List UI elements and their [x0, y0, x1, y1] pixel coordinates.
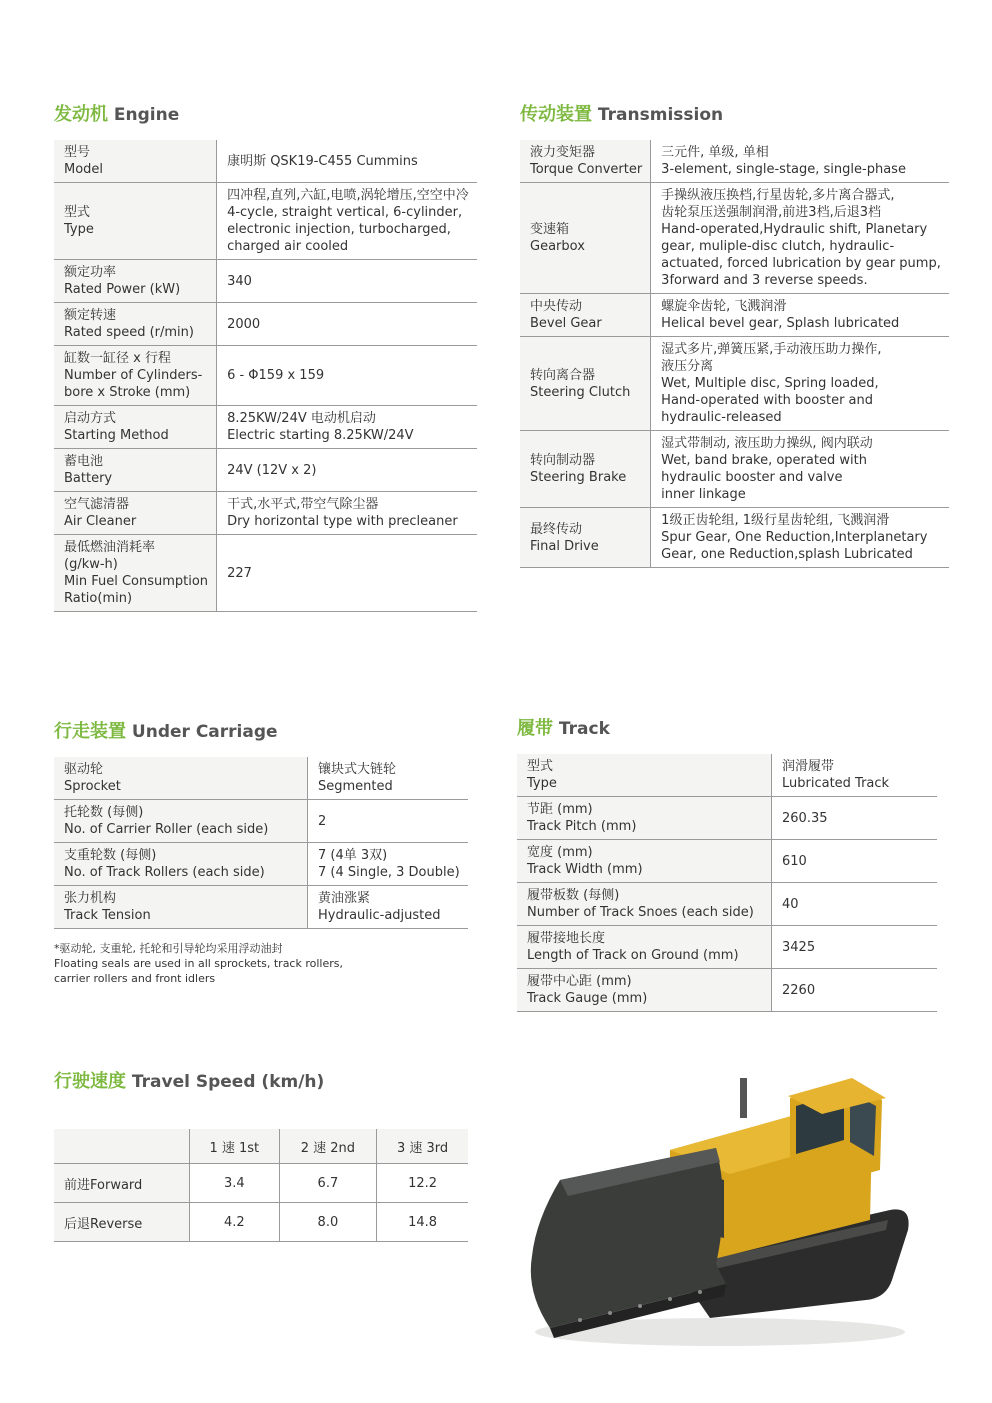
spec-value-line: 6 - Φ159 x 159 [227, 368, 325, 383]
spec-value-line: Segmented [318, 779, 393, 794]
speed-value: 14.8 [377, 1203, 468, 1242]
speed-header-row [54, 1129, 468, 1164]
spec-value-line: 润滑履带 [782, 759, 835, 774]
spec-value [651, 294, 949, 337]
spec-row [520, 140, 949, 183]
spec-key [520, 294, 651, 337]
spec-value-line: 1级正齿轮组, 1级行星齿轮组, 飞溅润滑 [661, 513, 890, 528]
spec-row [54, 535, 477, 612]
spec-key [54, 492, 217, 535]
spec-value [308, 757, 469, 800]
bulldozer-image [520, 1070, 920, 1350]
spec-key-line: 启动方式 [64, 411, 117, 426]
spec-value-line: 手操纵液压换档,行星齿轮,多片离合器式, [661, 188, 895, 203]
spec-key [517, 754, 772, 797]
spec-value [308, 843, 469, 886]
spec-key [54, 406, 217, 449]
transmission-section [520, 100, 941, 568]
spec-key [520, 337, 651, 431]
spec-value-line: 260.35 [782, 810, 828, 826]
spec-key-line: (g/kw-h) [64, 557, 118, 572]
spec-value-line: 3forward and 3 reverse speeds. [661, 273, 868, 288]
spec-value [217, 140, 477, 183]
spec-row [54, 800, 468, 843]
spec-value-line: electronic injection, turbocharged, [227, 222, 451, 237]
spec-key-line: 履带板数 (每侧) [527, 888, 620, 903]
spec-key-line: Final Drive [530, 538, 599, 554]
spec-value-line: Dry horizontal type with precleaner [227, 514, 458, 529]
spec-value-line: hydraulic booster and valve [661, 470, 843, 485]
spec-key [54, 140, 217, 183]
spec-row [54, 886, 468, 929]
spec-value [217, 406, 477, 449]
engine-table [54, 140, 477, 612]
spec-key-line: Number of Cylinders- [64, 368, 203, 383]
spec-key-line: Number of Track Snoes (each side) [527, 905, 754, 920]
spec-value-line: 340 [227, 273, 252, 289]
spec-value [772, 797, 938, 840]
undercarriage-title: 行走装置 Under Carriage [54, 721, 278, 742]
spec-value-line: 三元件, 单级, 单相 [661, 145, 769, 160]
undercarriage-note: *驱动轮, 支重轮, 托轮和引导轮均采用浮动油封 Floating seals are used in all sprockets, track rollers, carrier rollers and front idlers [54, 942, 343, 985]
spec-key-line: 蓄电池 [64, 454, 104, 469]
spec-key-line: Steering Clutch [530, 384, 631, 400]
spec-value-line: 齿轮泵压送强制润滑,前进3档,后退3档 [661, 205, 881, 220]
track-table [517, 754, 937, 1012]
spec-key-line: 履带中心距 (mm) [527, 974, 632, 989]
spec-value-line: Spur Gear, One Reduction,Interplanetary [661, 530, 928, 545]
spec-key-line: 驱动轮 [64, 762, 104, 777]
spec-key-line: 最终传动 [530, 521, 583, 537]
transmission-table [520, 140, 949, 568]
spec-value [308, 800, 469, 843]
spec-key [54, 535, 217, 612]
undercarriage-table [54, 757, 468, 929]
spec-row [517, 840, 937, 883]
spec-key [54, 449, 217, 492]
spec-key [54, 843, 308, 886]
spec-key [517, 797, 772, 840]
spec-value-line: 湿式多片,弹簧压紧,手动液压助力操作, [661, 342, 882, 357]
speed-value: 3.4 [190, 1164, 280, 1203]
spec-key-line: 节距 (mm) [527, 802, 593, 817]
spec-value-line: charged air cooled [227, 239, 349, 254]
spec-key-line: 托轮数 (每侧) [64, 805, 144, 820]
spec-value-line: 干式,水平式,带空气除尘器 [227, 497, 379, 512]
spec-value [217, 449, 477, 492]
spec-row [54, 346, 477, 406]
speed-row-forward [54, 1164, 468, 1203]
spec-value-line: 2 [318, 813, 327, 829]
spec-value-line: 液压分离 [661, 359, 714, 374]
spec-value-line: 四冲程,直列,六缸,电喷,涡轮增压,空空中冷 [227, 188, 469, 203]
spec-value-line: Hand-operated with booster and [661, 393, 874, 408]
speed-header-1st: 1 速 1st [190, 1129, 280, 1164]
spec-row [517, 797, 937, 840]
spec-value [651, 140, 949, 183]
spec-value [217, 492, 477, 535]
spec-key-line: 额定功率 [64, 265, 117, 280]
spec-value-line: 7 (4 Single, 3 Double) [318, 865, 460, 880]
spec-row [517, 926, 937, 969]
spec-value-line: 3-element, single-stage, single-phase [661, 162, 906, 177]
spec-key [517, 969, 772, 1012]
spec-value [217, 183, 477, 260]
spec-value [217, 346, 477, 406]
spec-key-line: Sprocket [64, 779, 121, 794]
spec-value-line: 3425 [782, 939, 816, 955]
speed-value: 4.2 [190, 1203, 280, 1242]
spec-value [651, 431, 949, 508]
spec-key-line: Track Gauge (mm) [527, 991, 648, 1006]
spec-row [520, 337, 949, 431]
spec-value-line: 黄油涨紧 [318, 891, 371, 906]
spec-row [520, 183, 949, 294]
spec-value [772, 840, 938, 883]
spec-key-line: 型式 [64, 205, 91, 220]
spec-key-line: 型式 [527, 759, 554, 774]
spec-row [54, 843, 468, 886]
spec-key-line: Type [64, 222, 94, 237]
spec-key [54, 346, 217, 406]
spec-key-line: Bevel Gear [530, 316, 602, 331]
spec-key-line: Battery [64, 471, 113, 486]
spec-key-line: Steering Brake [530, 470, 627, 485]
track-title: 履带 Track [517, 718, 610, 739]
spec-value-line: 610 [782, 853, 807, 869]
spec-value-line: actuated, forced lubrication by gear pump, [661, 256, 941, 271]
spec-row [54, 757, 468, 800]
transmission-title: 传动装置 Transmission [520, 104, 724, 125]
spec-key [517, 840, 772, 883]
spec-row [517, 883, 937, 926]
speed-value: 12.2 [377, 1164, 468, 1203]
spec-key-line: Type [527, 776, 557, 791]
spec-row [54, 492, 477, 535]
spec-key-line: Length of Track on Ground (mm) [527, 948, 739, 963]
spec-value-line: Gear, one Reduction,splash Lubricated [661, 547, 913, 562]
spec-value-line: Wet, Multiple disc, Spring loaded, [661, 376, 879, 391]
spec-value-line: 螺旋伞齿轮, 飞溅润滑 [661, 299, 787, 314]
spec-value [651, 183, 949, 294]
spec-value-line: Hand-operated,Hydraulic shift, Planetary [661, 222, 928, 237]
spec-key-line: 液力变矩器 [530, 145, 596, 160]
spec-key [54, 303, 217, 346]
speed-value: 8.0 [279, 1203, 377, 1242]
spec-value-line: Helical bevel gear, Splash lubricated [661, 316, 900, 331]
spec-key [520, 508, 651, 568]
spec-row [520, 508, 949, 568]
spec-row [517, 969, 937, 1012]
speed-label: 前进Forward [54, 1164, 190, 1203]
spec-key-line: 宽度 (mm) [527, 845, 593, 860]
spec-row [54, 303, 477, 346]
spec-key-line: Track Width (mm) [527, 862, 643, 877]
spec-key-line: 履带接地长度 [527, 931, 606, 946]
spec-value-line: Wet, band brake, operated with [661, 453, 867, 468]
spec-key [54, 757, 308, 800]
spec-key-line: Ratio(min) [64, 591, 133, 606]
speed-label: 后退Reverse [54, 1203, 190, 1242]
spec-value [217, 260, 477, 303]
spec-value [217, 303, 477, 346]
spec-key-line: Model [64, 162, 104, 177]
spec-key [520, 183, 651, 294]
spec-value-line: 湿式带制动, 液压助力操纵, 阀内联动 [661, 436, 873, 451]
spec-value-line: Lubricated Track [782, 776, 890, 791]
spec-key [54, 260, 217, 303]
spec-key [54, 886, 308, 929]
spec-value [772, 754, 938, 797]
spec-value-line: 227 [227, 565, 252, 581]
undercarriage-section [54, 717, 468, 986]
spec-value [651, 508, 949, 568]
speed-header-3rd: 3 速 3rd [377, 1129, 468, 1164]
spec-value [772, 969, 938, 1012]
spec-value [772, 926, 938, 969]
track-section [517, 714, 937, 1012]
spec-key [517, 883, 772, 926]
speed-title: 行驶速度 Travel Speed (km/h) [54, 1071, 325, 1092]
engine-title: 发动机 Engine [54, 104, 180, 125]
spec-value [651, 337, 949, 431]
spec-value-line: 康明斯 QSK19-C455 Cummins [227, 153, 418, 169]
spec-key-line: 空气滤清器 [64, 497, 130, 512]
spec-value-line: 8.25KW/24V 电动机启动 [227, 411, 376, 426]
spec-row [520, 294, 949, 337]
spec-key-line: No. of Carrier Roller (each side) [64, 822, 269, 837]
spec-key-line: No. of Track Rollers (each side) [64, 865, 265, 880]
spec-key [517, 926, 772, 969]
spec-value-line: Hydraulic-adjusted [318, 908, 441, 923]
spec-key-line: Min Fuel Consumption [64, 574, 209, 589]
spec-value-line: 24V (12V x 2) [227, 462, 317, 478]
spec-key [54, 800, 308, 843]
spec-value [772, 883, 938, 926]
spec-value-line: Electric starting 8.25KW/24V [227, 428, 414, 443]
spec-key-line: 支重轮数 (每侧) [64, 848, 157, 863]
spec-key-line: 缸数一缸径 x 行程 [64, 351, 171, 366]
speed-section [54, 1067, 468, 1242]
spec-key-line: 额定转速 [64, 308, 117, 323]
spec-key-line: Track Tension [64, 908, 151, 923]
spec-key-line: 变速箱 [530, 222, 570, 237]
spec-key-line: Rated Power (kW) [64, 282, 181, 297]
spec-key-line: Gearbox [530, 239, 585, 254]
spec-row [520, 431, 949, 508]
spec-value [308, 886, 469, 929]
speed-header-2nd: 2 速 2nd [279, 1129, 377, 1164]
speed-header-blank [54, 1129, 190, 1164]
spec-value-line: 2260 [782, 982, 816, 998]
spec-row [54, 406, 477, 449]
spec-key [520, 431, 651, 508]
spec-key-line: Track Pitch (mm) [527, 819, 637, 834]
spec-key-line: 型号 [64, 145, 91, 160]
spec-value-line: 2000 [227, 316, 261, 332]
speed-value: 6.7 [279, 1164, 377, 1203]
spec-value-line: 镶块式大链轮 [318, 762, 397, 777]
spec-key-line: bore x Stroke (mm) [64, 385, 191, 400]
spec-row [54, 449, 477, 492]
spec-row [54, 140, 477, 183]
spec-row [54, 183, 477, 260]
speed-row-reverse [54, 1203, 468, 1242]
spec-key [520, 140, 651, 183]
spec-key-line: Air Cleaner [64, 514, 137, 529]
spec-value-line: inner linkage [661, 487, 746, 502]
spec-value-line: 7 (4单 3双) [318, 848, 388, 863]
spec-key-line: Rated speed (r/min) [64, 325, 194, 340]
spec-value-line: hydraulic-released [661, 410, 782, 425]
speed-table [54, 1129, 468, 1242]
spec-key-line: 转向制动器 [530, 453, 596, 468]
spec-key-line: 中央传动 [530, 299, 583, 314]
spec-value [217, 535, 477, 612]
spec-value-line: 40 [782, 896, 799, 912]
spec-value-line: gear, muliple-disc clutch, hydraulic- [661, 239, 895, 254]
spec-key [54, 183, 217, 260]
spec-key-line: Starting Method [64, 428, 169, 443]
spec-row [517, 754, 937, 797]
spec-value-line: 4-cycle, straight vertical, 6-cylinder, [227, 205, 463, 220]
spec-key-line: 张力机构 [64, 891, 117, 906]
spec-key-line: 转向离合器 [530, 367, 596, 383]
spec-row [54, 260, 477, 303]
spec-key-line: Torque Converter [530, 162, 643, 177]
engine-section [54, 100, 468, 612]
spec-key-line: 最低燃油消耗率 [64, 540, 156, 555]
